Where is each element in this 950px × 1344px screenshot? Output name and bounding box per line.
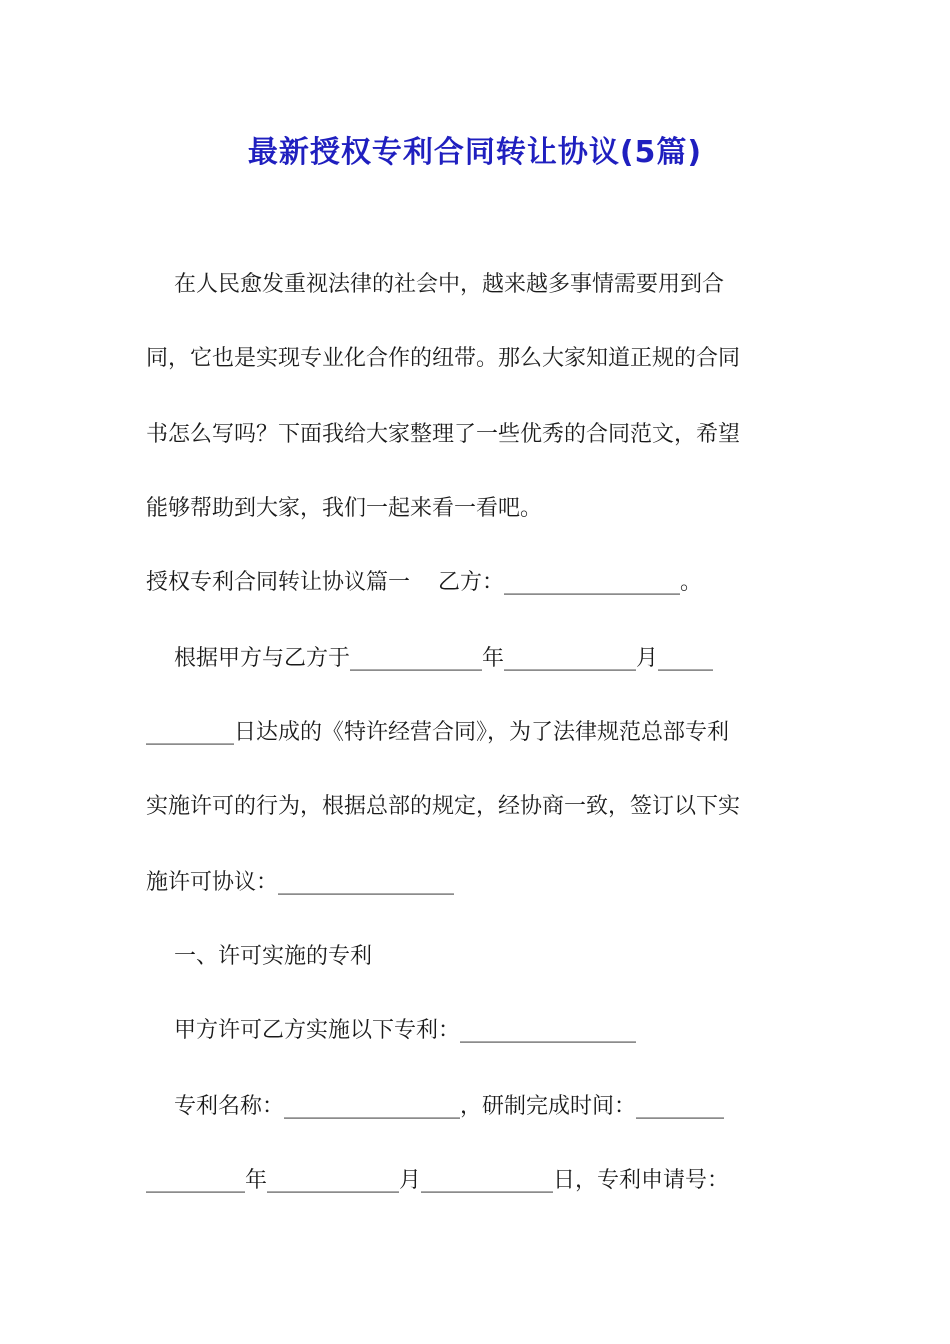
contract-line-1: 根据甲方与乙方于____________年____________月_____	[146, 646, 713, 671]
contract-line-3: 实施许可的行为，根据总部的规定，经协商一致，签订以下实	[146, 794, 741, 819]
section-heading-line: 授权专利合同转让协议篇一 乙方：________________。	[146, 570, 702, 595]
clause-heading: 一、许可实施的专利	[146, 944, 372, 969]
intro-line-3: 书怎么写吗？下面我给大家整理了一些优秀的合同范文，希望	[146, 422, 741, 447]
clause-line-2: 专利名称：________________，研制完成时间：________	[146, 1094, 724, 1119]
intro-line-2: 同，它也是实现专业化合作的纽带。那么大家知道正规的合同	[146, 346, 741, 371]
contract-line-4: 施许可协议：________________	[146, 870, 455, 895]
clause-line-1: 甲方许可乙方实施以下专利：________________	[146, 1018, 636, 1043]
intro-line-1: 在人民愈发重视法律的社会中，越来越多事情需要用到合	[146, 272, 724, 297]
document-title: 最新授权专利合同转让协议(5篇)	[247, 135, 703, 170]
contract-line-2: ________日达成的《特许经营合同》，为了法律规范总部专利	[146, 720, 730, 745]
clause-line-3: _________年____________月____________日，专利申请号：	[146, 1168, 730, 1193]
intro-line-4: 能够帮助到大家，我们一起来看一看吧。	[146, 496, 543, 521]
